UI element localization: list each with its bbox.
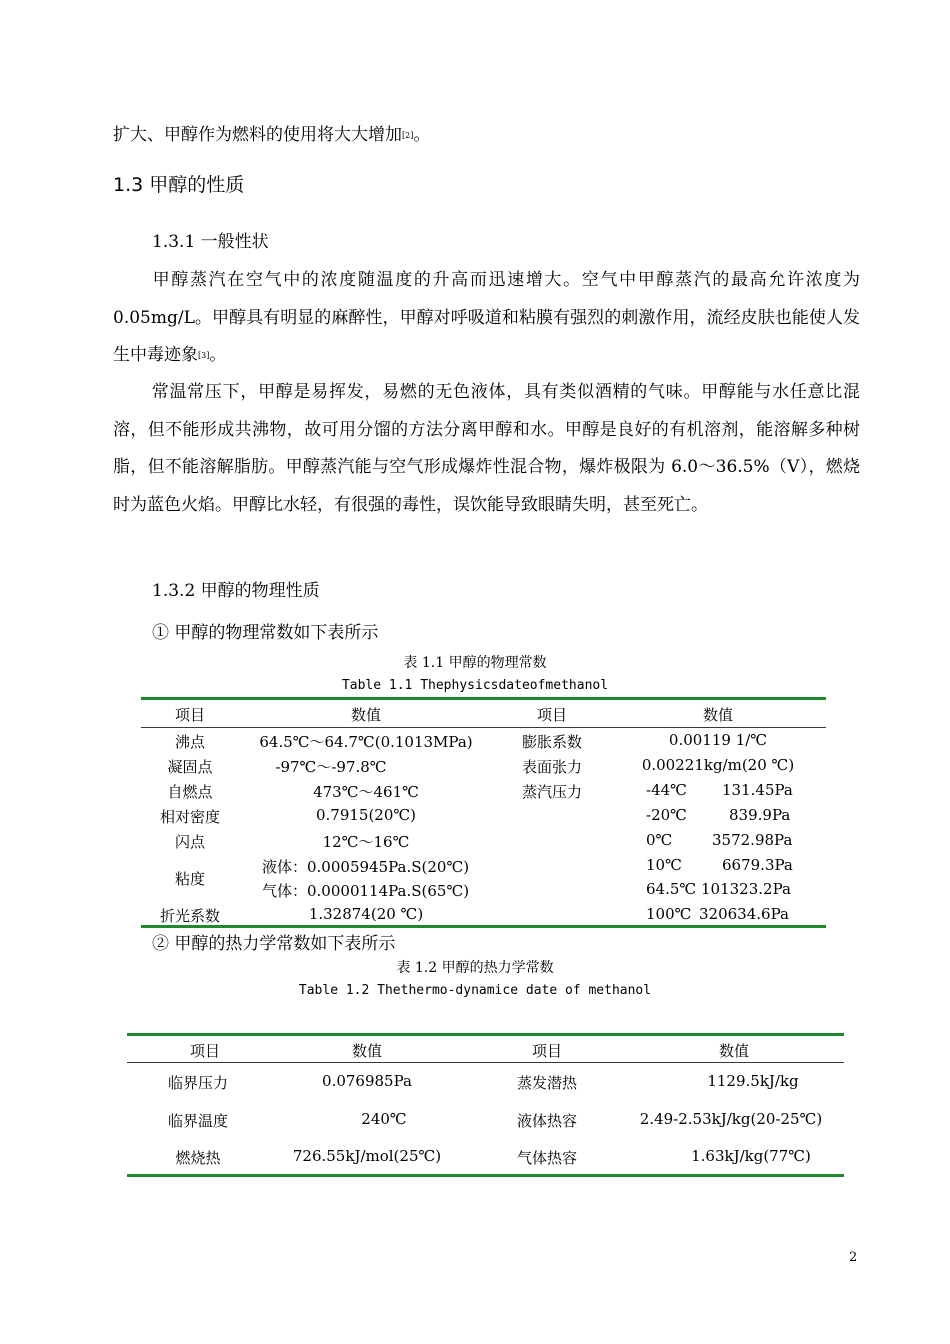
section-heading: 1.3 甲醇的性质: [113, 174, 245, 196]
paragraph-1-tail: 。: [209, 345, 227, 365]
table1-cell: 12℃～16℃: [322, 833, 410, 851]
table1-cell: 473℃～461℃: [313, 783, 419, 801]
table1-cell: 闪点: [174, 833, 206, 851]
table2-header: 数值: [718, 1042, 750, 1060]
table1-caption: 表 1.1 甲醇的物理常数: [403, 655, 547, 671]
table1-cell: -97℃～-97.8℃: [275, 758, 387, 776]
subsection-heading-1: 1.3.1 一般性状: [152, 232, 269, 252]
table1-cell: 0.7915(20℃): [315, 806, 417, 824]
intro-tail: 。: [413, 125, 431, 145]
table1-header: 数值: [350, 706, 382, 724]
table1-header: 数值: [702, 706, 734, 724]
table1-cell: 0℃: [646, 831, 673, 849]
table1-cell: 3572.98Pa: [712, 831, 793, 849]
table1-cell: 液体：0.0005945Pa.S(20℃): [262, 858, 470, 876]
table2-header: 项目: [189, 1042, 221, 1060]
table1-cell: 蒸汽压力: [521, 783, 583, 801]
table1-cell: 折光系数: [159, 907, 221, 925]
table2-cell: 0.076985Pa: [322, 1072, 412, 1090]
table1-cell: 1.32874(20 ℃): [308, 905, 424, 923]
table2-cell: 726.55kJ/mol(25℃): [292, 1147, 442, 1165]
table2-cell: 240℃: [361, 1110, 407, 1128]
intro-line: [113, 120, 430, 145]
table1-cell: 膨胀系数: [521, 733, 583, 751]
table2-cell: 气体热容: [516, 1149, 578, 1167]
table1-cell: 64.5℃～64.7℃(0.1013MPa): [259, 733, 473, 751]
table1-cell: -20℃: [646, 806, 687, 824]
table1-cell: 10℃: [646, 856, 682, 874]
table1-cell: 64.5℃: [646, 880, 697, 898]
table1-cell: 相对密度: [159, 808, 221, 826]
table1-cell: 沸点: [174, 733, 206, 751]
paragraph-1: [113, 262, 860, 375]
table1-cell: 气体：0.0000114Pa.S(65℃): [262, 882, 470, 900]
table1-cell: 101323.2Pa: [701, 880, 791, 898]
table1-cell: 6679.3Pa: [722, 856, 793, 874]
table1-cell: 自燃点: [167, 783, 213, 801]
citation: [3]: [198, 351, 210, 360]
table1-cell: 100℃: [646, 905, 692, 923]
table2-cell: 蒸发潜热: [516, 1074, 578, 1092]
table2-cell: 1129.5kJ/kg: [707, 1072, 799, 1090]
table2-cell: 临界压力: [167, 1074, 229, 1092]
table2-header-rule: [127, 1062, 844, 1063]
table1-cell: 320634.6Pa: [699, 905, 789, 923]
table1-cell: 凝固点: [167, 758, 213, 776]
table1-cell: 表面张力: [521, 758, 583, 776]
citation: [2]: [402, 131, 414, 140]
table2-cell: 临界温度: [167, 1112, 229, 1130]
table2-header: 项目: [531, 1042, 563, 1060]
table1-cell: 131.45Pa: [722, 781, 793, 799]
table1-cell: 0.00119 1/℃: [668, 731, 768, 749]
list-item-1: ① 甲醇的物理常数如下表所示: [152, 623, 379, 643]
paragraph-2-text: 常温常压下，甲醇是易挥发，易燃的无色液体，具有类似酒精的气味。甲醇能与水任意比混溶，但不能形成共沸物，故可用分馏的方法分离甲醇和水。甲醇是良好的有机溶剂，能溶解多种树脂，但不能溶解脂肪。甲醇蒸汽能与空气形成爆炸性混合物，爆炸极限为 6.0～36.5%（V），燃烧时为蓝色火焰。甲醇比水轻，有很强的毒性，误饮能导致眼睛失明，甚至死亡。: [113, 382, 860, 515]
paragraph-2: [113, 374, 860, 524]
table1-caption-en: Table 1.1 Thephysicsdateofmethanol: [341, 678, 609, 693]
intro-text: 扩大、甲醇作为燃料的使用将大大增加: [113, 125, 402, 145]
table1-top-rule: [141, 697, 826, 700]
table1-header: 项目: [536, 706, 568, 724]
table1-cell: 粘度: [174, 870, 206, 888]
page-number: 2: [849, 1250, 858, 1265]
table2-top-rule: [127, 1033, 844, 1036]
table1-cell: 0.00221kg/m(20 ℃): [641, 756, 795, 774]
table1-header: 项目: [174, 706, 206, 724]
table2-caption: 表 1.2 甲醇的热力学常数: [396, 960, 554, 976]
paragraph-1-text: 甲醇蒸汽在空气中的浓度随温度的升高而迅速增大。空气中甲醇蒸汽的最高允许浓度为 0.05mg/L。甲醇具有明显的麻醉性，甲醇对呼吸道和粘膜有强烈的刺激作用，流经皮肤也能使人发生中毒迹象: [113, 270, 860, 365]
subsection-heading-2: 1.3.2 甲醇的物理性质: [152, 581, 320, 601]
table2-cell: 1.63kJ/kg(77℃): [691, 1147, 811, 1165]
table1-bottom-rule: [141, 925, 826, 928]
table2-cell: 液体热容: [516, 1112, 578, 1130]
table2-header: 数值: [351, 1042, 383, 1060]
table1-cell: -44℃: [646, 781, 687, 799]
table2-cell: 燃烧热: [175, 1149, 221, 1167]
table1-cell: 839.9Pa: [729, 806, 791, 824]
table2-bottom-rule: [127, 1174, 844, 1177]
table2-caption-en: Table 1.2 Thethermo-dynamice date of methanol: [298, 983, 652, 998]
table1-header-rule: [141, 727, 826, 728]
table2-cell: 2.49-2.53kJ/kg(20-25℃): [639, 1110, 823, 1128]
list-item-2: ② 甲醇的热力学常数如下表所示: [152, 934, 396, 954]
